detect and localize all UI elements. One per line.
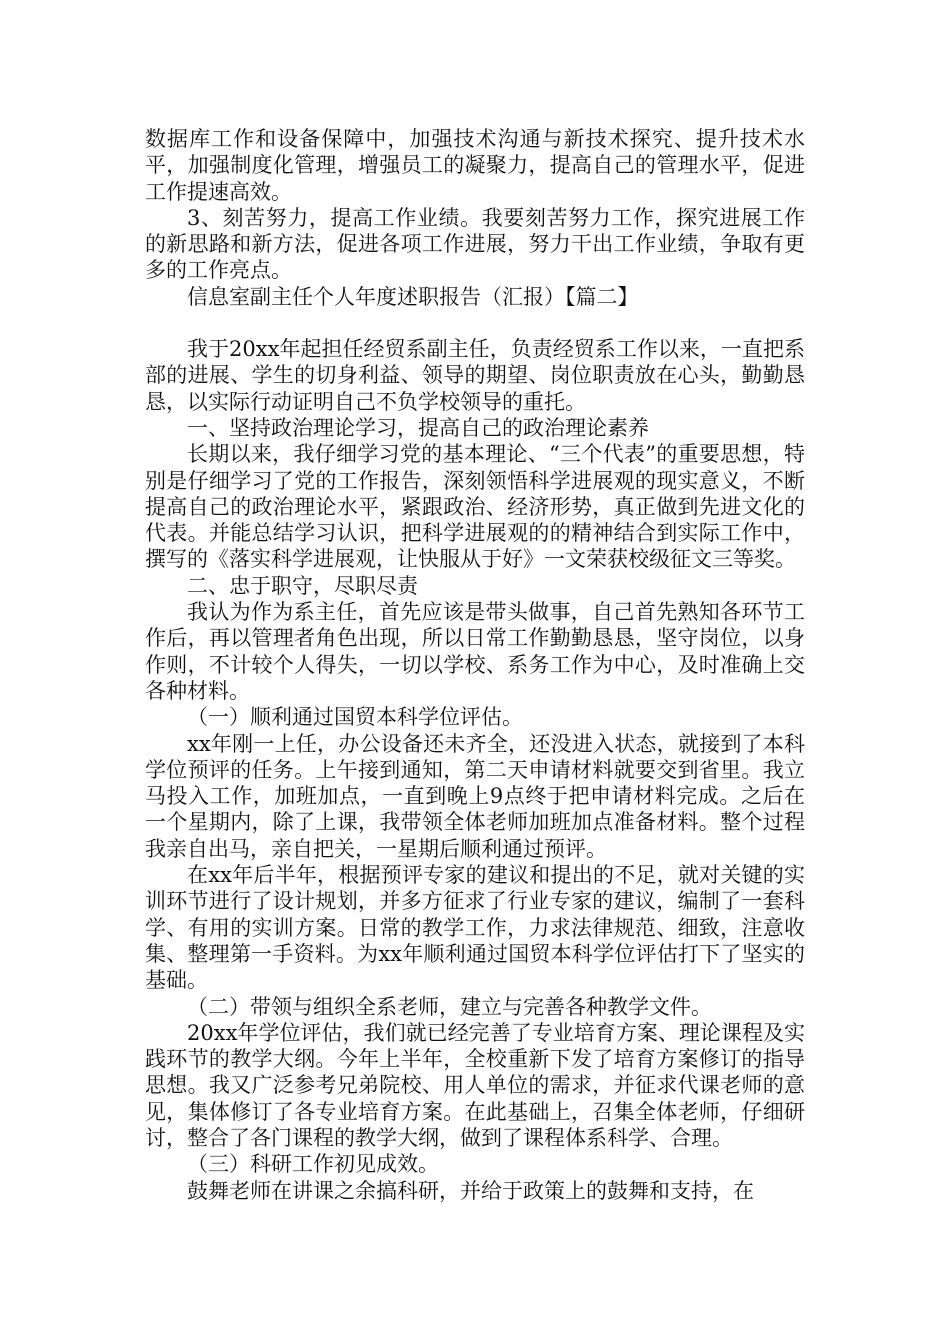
subheading-three: （三）科研工作初见成效。 xyxy=(187,1152,439,1177)
subheading-two: （二）带领与组织全系老师，建立与完善各种教学文件。 xyxy=(187,994,712,1019)
subheading-one: （一）顺利通过国贸本科学位评估。 xyxy=(187,705,523,730)
paragraph-research: 鼓舞老师在讲课之余搞科研，并给于政策上的鼓舞和支持，在 xyxy=(187,1178,754,1203)
heading-one: 一、坚持政治理论学习，提高自己的政治理论素养 xyxy=(187,415,649,440)
paragraph-duty: 我认为作为系主任，首先应该是带头做事，自己首先熟知各环节工作后，再以管理者角色出现，所以日常工作勤勤恳恳，坚守岗位，以身作则，不计较个人得失，一切以学校、系务工作为中心，及时准确上交各种材料。 xyxy=(145,600,805,703)
document-body xyxy=(145,126,805,1204)
paragraph-theory: 长期以来，我仔细学习党的基本理论、“三个代表”的重要思想，特别是仔细学习了党的工作报告，深刻领悟科学进展观的现实意义，不断提高自己的政治理论水平，紧跟政治、经济形势，真正做到先进文化的代表。并能总结学习认识，把科学进展观的的精神结合到实际工作中，撰写的《落实科学进展观，让快服从于好》一文荣获校级征文三等奖。 xyxy=(145,442,805,572)
paragraph-training: 在xx年后半年，根据预评专家的建议和提出的不足，就对关键的实训环节进行了设计规划，并多方征求了行业专家的建议，编制了一套科学、有用的实训方案。日常的教学工作，力求法律规范、细致，注意收集、整理第一手资料。为xx年顺利通过国贸本科学位评估打下了坚实的基础。 xyxy=(145,863,805,993)
paragraph-continuation: 数据库工作和设备保障中，加强技术沟通与新技术探究、提升技术水平，加强制度化管理，增强员工的凝聚力，提高自己的管理水平，促进工作提速高效。 xyxy=(145,127,805,204)
blank-line xyxy=(145,310,805,336)
paragraph-curriculum: 20xx年学位评估，我们就已经完善了专业培育方案、理论课程及实践环节的教学大纲。今年上半年，全校重新下发了培育方案修订的指导思想。我又广泛参考兄弟院校、用人单位的需求，并征求代课老师的意见，集体修订了各专业培育方案。在此基础上，召集全体老师，仔细研讨，整合了各门课程的教学大纲，做到了课程体系科学、合理。 xyxy=(145,1020,805,1150)
paragraph-intro: 我于20xx年起担任经贸系副主任，负责经贸系工作以来，一直把系部的进展、学生的切身利益、领导的期望、岗位职责放在心头，勤勤恳恳，以实际行动证明自己不负学校领导的重托。 xyxy=(145,337,805,414)
heading-two: 二、忠于职守，尽职尽责 xyxy=(187,573,418,598)
paragraph-evaluation: xx年刚一上任，办公设备还未齐全，还没进入状态，就接到了本科学位预评的任务。上午接到通知，第二天申请材料就要交到省里。我立马投入工作，加班加点，一直到晚上9点终于把申请材料完成。之后在一个星期内，除了上课，我带领全体老师加班加点准备材料。整个过程我亲自出马，亲自把关，一星期后顺利通过预评。 xyxy=(145,731,805,861)
section-title: 信息室副主任个人年度述职报告（汇报）【篇二】 xyxy=(187,284,639,309)
paragraph-item-3: 3、刻苦努力，提高工作业绩。我要刻苦努力工作，探究进展工作的新思路和新方法，促进各项工作进展，努力干出工作业绩，争取有更多的工作亮点。 xyxy=(145,205,805,283)
